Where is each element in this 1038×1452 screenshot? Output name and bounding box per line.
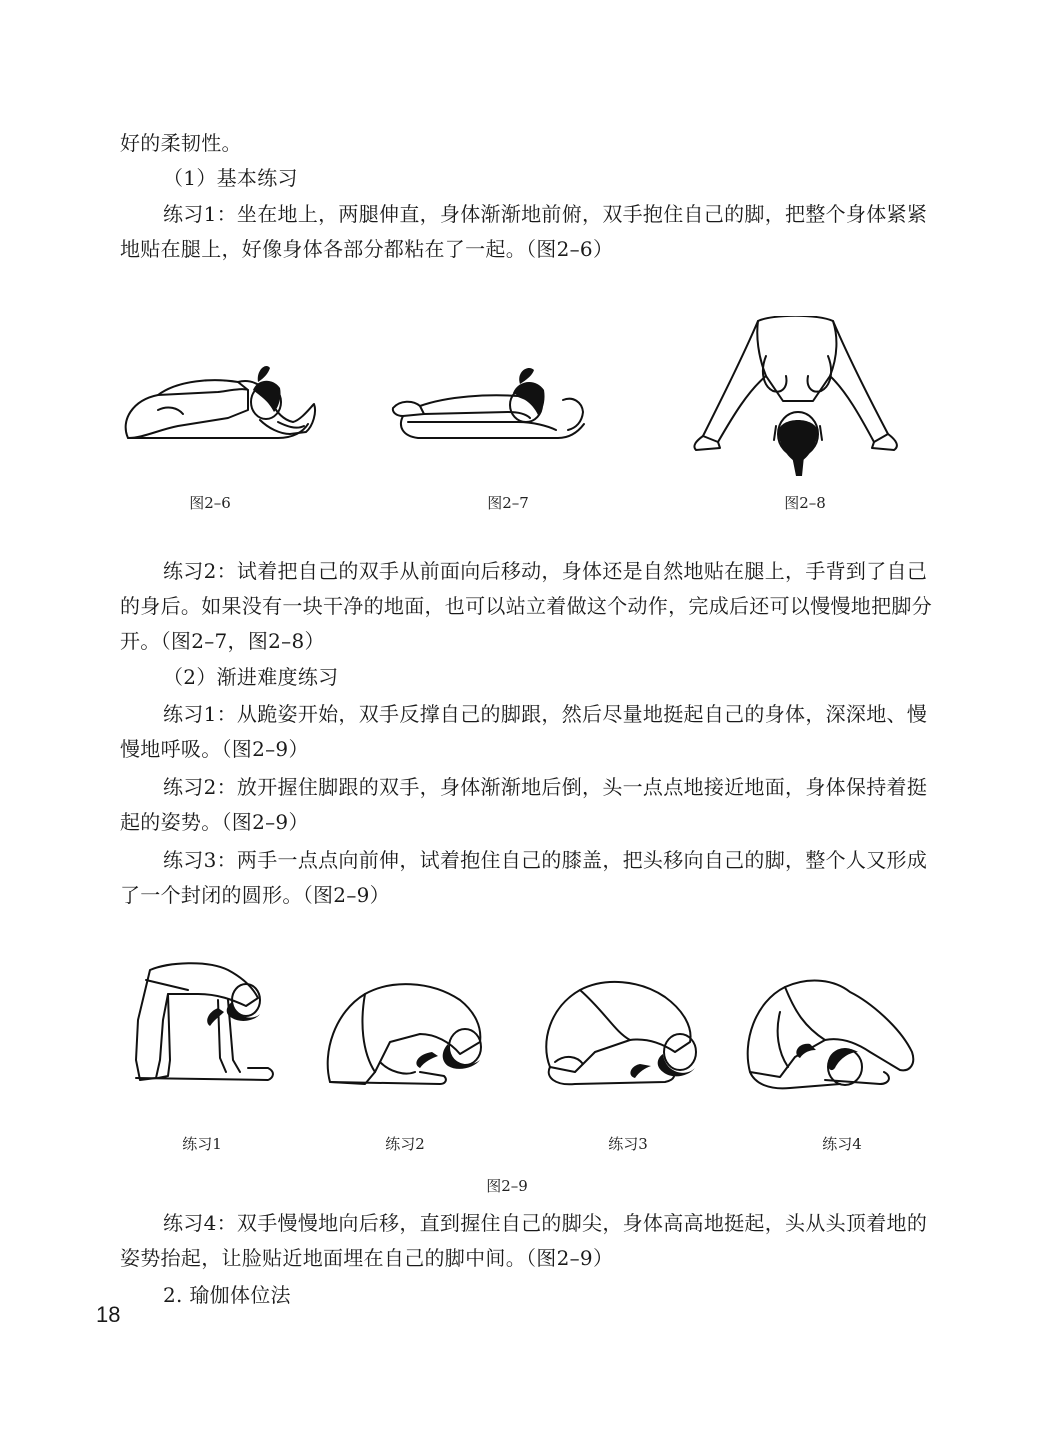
- caption-exercise-4: 练习4: [822, 1135, 862, 1153]
- heading-section-yoga: 2. 瑜伽体位法: [163, 1283, 291, 1307]
- page-number: 18: [96, 1302, 121, 1327]
- heading-basic-practice: （1）基本练习: [163, 166, 298, 190]
- paragraph-basic-1: 练习1：坐在地上，两腿伸直，身体渐渐地前俯，双手抱住自己的脚，把整个身体紧紧地贴在腿上，好像身体各部分都粘在了一起。（图2–6）: [120, 202, 928, 261]
- caption-fig-2-9: 图2–9: [486, 1177, 528, 1195]
- caption-exercise-1: 练习1: [182, 1135, 222, 1153]
- figure-2-9-exercise-3: [535, 972, 705, 1097]
- figure-2-7-illustration: [388, 360, 593, 455]
- caption-fig-2-7: 图2–7: [487, 494, 529, 512]
- figure-2-9-exercise-2: [320, 972, 495, 1097]
- paragraph-basic-2: 练习2：试着把自己的双手从前面向后移动，身体还是自然地贴在腿上，手背到了自己的身后。如果没有一块干净的地面，也可以站立着做这个动作，完成后还可以慢慢地把脚分开。（图2–7，图2–8）: [120, 559, 932, 653]
- caption-fig-2-6: 图2–6: [189, 494, 231, 512]
- paragraph-progressive-3: 练习3：两手一点点向前伸，试着抱住自己的膝盖，把头移向自己的脚，整个人又形成了一个封闭的圆形。（图2–9）: [120, 848, 928, 907]
- figure-2-8-illustration: [688, 316, 908, 481]
- caption-fig-2-8: 图2–8: [784, 494, 826, 512]
- figure-2-9-exercise-4: [740, 972, 925, 1102]
- paragraph-progressive-4: 练习4：双手慢慢地向后移，直到握住自己的脚尖，身体高高地挺起，头从头顶着地的姿势抬起，让脸贴近地面埋在自己的脚中间。（图2–9）: [120, 1211, 928, 1270]
- paragraph-intro: 好的柔韧性。: [120, 131, 242, 155]
- caption-exercise-2: 练习2: [385, 1135, 425, 1153]
- paragraph-progressive-1: 练习1：从跪姿开始，双手反撑自己的脚跟，然后尽量地挺起自己的身体，深深地、慢慢地呼吸。（图2–9）: [120, 702, 928, 761]
- figure-2-9-exercise-1: [128, 960, 278, 1095]
- heading-progressive-practice: （2）渐进难度练习: [163, 665, 339, 689]
- paragraph-progressive-2: 练习2：放开握住脚跟的双手，身体渐渐地后倒，头一点点地接近地面，身体保持着挺起的姿势。（图2–9）: [120, 775, 928, 834]
- figure-2-6-illustration: [118, 360, 323, 455]
- caption-exercise-3: 练习3: [608, 1135, 648, 1153]
